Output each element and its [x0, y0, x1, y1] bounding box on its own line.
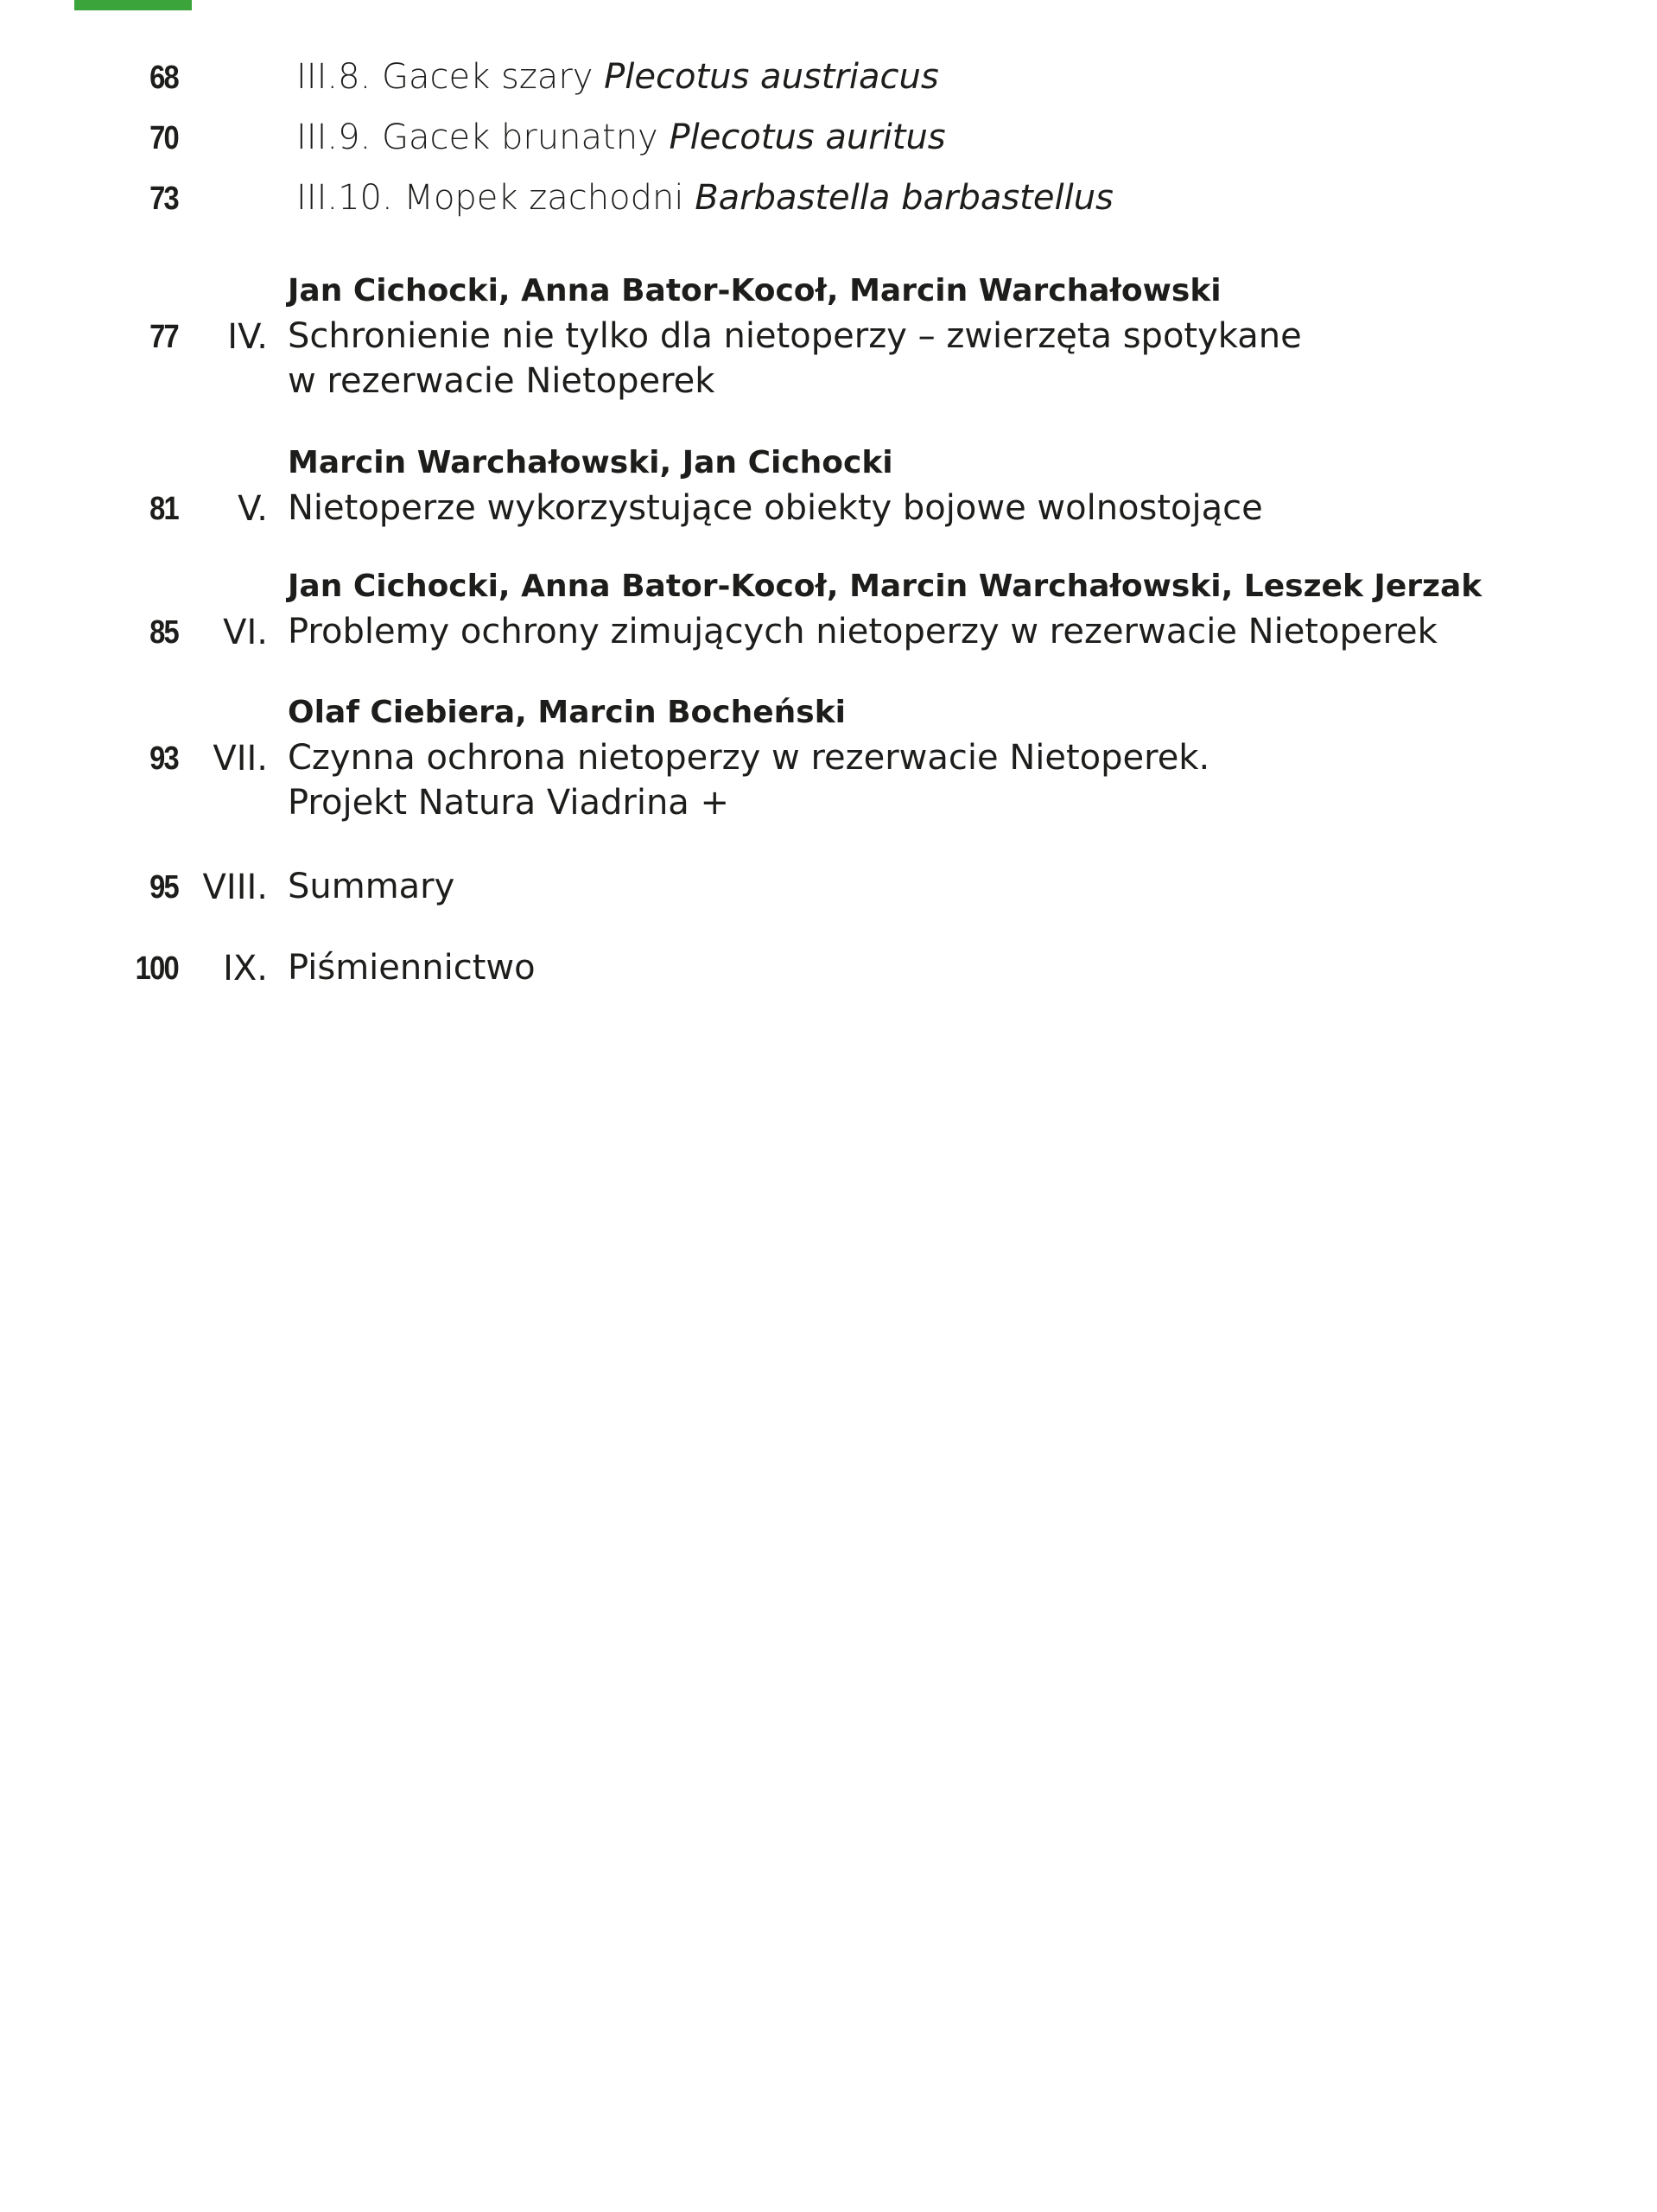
- subentry-title: III.10. Mopek zachodni Barbastella barbastellus: [296, 178, 1114, 218]
- latin-name: Barbastella barbastellus: [695, 178, 1114, 218]
- chapter-title-line: Summary: [288, 867, 455, 906]
- page-number: 95: [149, 869, 178, 906]
- chapter-numeral: IV.: [227, 317, 268, 357]
- chapter-title-line: Piśmiennictwo: [288, 948, 536, 988]
- chapter-numeral: IX.: [223, 949, 268, 988]
- chapter-title-line: Nietoperze wykorzystujące obiekty bojowe wolnostojące: [288, 488, 1263, 528]
- page-number: 77: [149, 319, 178, 355]
- chapter-authors: Olaf Ciebiera, Marcin Bocheński: [288, 695, 846, 730]
- chapter-title-line: Czynna ochrona nietoperzy w rezerwacie Nietoperek.: [288, 738, 1210, 778]
- page-number: 68: [149, 60, 178, 96]
- page-number: 81: [149, 491, 178, 527]
- chapter-title-line: Problemy ochrony zimujących nietoperzy w rezerwacie Nietoperek: [288, 612, 1438, 652]
- subentry-title: III.9. Gacek brunatny Plecotus auritus: [296, 118, 946, 157]
- chapter-numeral: VI.: [223, 613, 268, 652]
- page-number: 85: [149, 614, 178, 651]
- green-accent-bar: [74, 0, 192, 10]
- page-number: 100: [135, 950, 178, 987]
- chapter-numeral: VII.: [213, 739, 268, 779]
- latin-name: Plecotus auritus: [669, 118, 946, 157]
- chapter-authors: Jan Cichocki, Anna Bator-Kocoł, Marcin Warchałowski, Leszek Jerzak: [288, 569, 1482, 604]
- chapter-title-line: w rezerwacie Nietoperek: [288, 361, 715, 401]
- page-number: 73: [149, 181, 178, 217]
- page-number: 93: [149, 741, 178, 777]
- page-number: 70: [149, 120, 178, 156]
- chapter-title-line: Projekt Natura Viadrina +: [288, 783, 730, 823]
- chapter-title-line: Schronienie nie tylko dla nietoperzy – zwierzęta spotykane: [288, 316, 1302, 356]
- chapter-numeral: V.: [238, 489, 268, 529]
- subentry-title: III.8. Gacek szary Plecotus austriacus: [296, 57, 939, 97]
- chapter-numeral: VIII.: [202, 868, 268, 907]
- chapter-authors: Marcin Warchałowski, Jan Cichocki: [288, 445, 893, 480]
- chapter-authors: Jan Cichocki, Anna Bator-Kocoł, Marcin Warchałowski: [288, 273, 1222, 308]
- latin-name: Plecotus austriacus: [604, 57, 939, 97]
